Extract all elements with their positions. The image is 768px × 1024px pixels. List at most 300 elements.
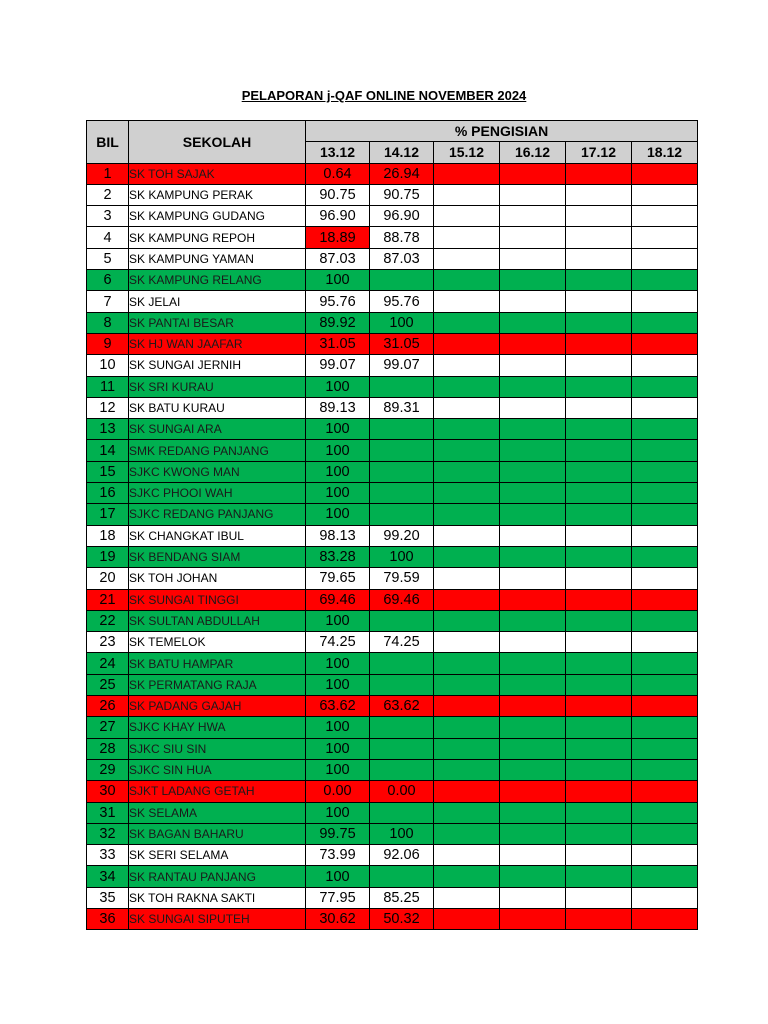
row-bil: 22 (87, 610, 129, 631)
row-bil: 19 (87, 546, 129, 567)
table-row (87, 419, 698, 440)
row-value-18-12 (632, 696, 698, 717)
row-value-17-12 (566, 376, 632, 397)
table-row (87, 696, 698, 717)
row-value-18-12 (632, 866, 698, 887)
table-row (87, 781, 698, 802)
row-value-15-12 (434, 206, 500, 227)
row-value-14-12 (370, 866, 434, 887)
row-school-name: SK SULTAN ABDULLAH (129, 610, 306, 631)
row-value-14-12 (370, 802, 434, 823)
row-value-14-12: 50.32 (370, 908, 434, 929)
row-value-14-12 (370, 440, 434, 461)
row-value-17-12 (566, 738, 632, 759)
row-value-18-12 (632, 227, 698, 248)
row-value-17-12 (566, 184, 632, 205)
row-value-13-12: 100 (306, 461, 370, 482)
row-value-17-12 (566, 248, 632, 269)
header-date: 15.12 (434, 142, 500, 163)
row-value-16-12 (500, 206, 566, 227)
row-value-18-12 (632, 440, 698, 461)
row-bil: 30 (87, 781, 129, 802)
row-value-13-12: 90.75 (306, 184, 370, 205)
row-value-15-12 (434, 504, 500, 525)
row-value-14-12 (370, 376, 434, 397)
row-value-17-12 (566, 845, 632, 866)
row-value-16-12 (500, 717, 566, 738)
row-value-13-12: 100 (306, 504, 370, 525)
row-school-name: SK SUNGAI JERNIH (129, 355, 306, 376)
row-value-13-12: 83.28 (306, 546, 370, 567)
row-value-16-12 (500, 248, 566, 269)
row-school-name: SMK REDANG PANJANG (129, 440, 306, 461)
row-value-13-12: 79.65 (306, 568, 370, 589)
row-value-15-12 (434, 270, 500, 291)
row-value-14-12 (370, 483, 434, 504)
row-value-14-12: 90.75 (370, 184, 434, 205)
row-value-14-12: 79.59 (370, 568, 434, 589)
table-row (87, 163, 698, 184)
row-bil: 21 (87, 589, 129, 610)
row-value-17-12 (566, 802, 632, 823)
row-value-13-12: 96.90 (306, 206, 370, 227)
row-school-name: SK PADANG GAJAH (129, 696, 306, 717)
table-body (87, 163, 698, 930)
row-value-18-12 (632, 355, 698, 376)
row-school-name: SK TEMELOK (129, 632, 306, 653)
row-bil: 28 (87, 738, 129, 759)
table-row (87, 248, 698, 269)
row-school-name: SJKC REDANG PANJANG (129, 504, 306, 525)
row-value-13-12: 100 (306, 866, 370, 887)
report-table (86, 120, 698, 930)
row-value-17-12 (566, 397, 632, 418)
row-school-name: SK BATU KURAU (129, 397, 306, 418)
row-value-13-12: 18.89 (306, 227, 370, 248)
row-value-14-12: 87.03 (370, 248, 434, 269)
row-value-13-12: 0.64 (306, 163, 370, 184)
row-value-15-12 (434, 291, 500, 312)
row-value-14-12 (370, 759, 434, 780)
row-value-18-12 (632, 291, 698, 312)
header-sekolah: SEKOLAH (129, 121, 306, 164)
row-value-18-12 (632, 781, 698, 802)
row-value-13-12: 100 (306, 759, 370, 780)
row-value-14-12: 95.76 (370, 291, 434, 312)
row-value-15-12 (434, 781, 500, 802)
row-value-15-12 (434, 163, 500, 184)
row-value-14-12: 63.62 (370, 696, 434, 717)
row-value-13-12: 74.25 (306, 632, 370, 653)
row-value-18-12 (632, 568, 698, 589)
row-value-15-12 (434, 632, 500, 653)
row-value-17-12 (566, 632, 632, 653)
row-bil: 9 (87, 333, 129, 354)
row-value-13-12: 89.92 (306, 312, 370, 333)
row-value-16-12 (500, 440, 566, 461)
row-value-14-12: 88.78 (370, 227, 434, 248)
row-school-name: SK PERMATANG RAJA (129, 674, 306, 695)
row-value-15-12 (434, 674, 500, 695)
row-bil: 23 (87, 632, 129, 653)
row-value-18-12 (632, 248, 698, 269)
row-value-15-12 (434, 248, 500, 269)
table-row (87, 759, 698, 780)
row-school-name: SK SUNGAI ARA (129, 419, 306, 440)
row-value-15-12 (434, 525, 500, 546)
table-row (87, 397, 698, 418)
row-school-name: SK HJ WAN JAAFAR (129, 333, 306, 354)
row-school-name: SK SERI SELAMA (129, 845, 306, 866)
table-row (87, 440, 698, 461)
row-value-14-12: 31.05 (370, 333, 434, 354)
row-value-17-12 (566, 781, 632, 802)
row-bil: 6 (87, 270, 129, 291)
row-school-name: SK BATU HAMPAR (129, 653, 306, 674)
row-value-16-12 (500, 397, 566, 418)
row-value-14-12: 69.46 (370, 589, 434, 610)
row-value-18-12 (632, 184, 698, 205)
row-value-15-12 (434, 653, 500, 674)
row-value-14-12: 26.94 (370, 163, 434, 184)
row-value-14-12: 100 (370, 546, 434, 567)
table-row (87, 461, 698, 482)
row-value-14-12: 99.07 (370, 355, 434, 376)
row-school-name: SK KAMPUNG PERAK (129, 184, 306, 205)
row-value-16-12 (500, 632, 566, 653)
row-value-16-12 (500, 674, 566, 695)
row-value-15-12 (434, 908, 500, 929)
row-value-14-12: 89.31 (370, 397, 434, 418)
row-value-13-12: 99.07 (306, 355, 370, 376)
row-value-17-12 (566, 653, 632, 674)
row-value-14-12: 0.00 (370, 781, 434, 802)
table-row (87, 270, 698, 291)
table-row (87, 568, 698, 589)
row-value-14-12 (370, 674, 434, 695)
header-date: 17.12 (566, 142, 632, 163)
row-value-13-12: 100 (306, 653, 370, 674)
row-value-13-12: 100 (306, 376, 370, 397)
row-bil: 36 (87, 908, 129, 929)
row-value-14-12 (370, 653, 434, 674)
row-value-16-12 (500, 908, 566, 929)
row-value-17-12 (566, 717, 632, 738)
table-row (87, 525, 698, 546)
row-value-16-12 (500, 568, 566, 589)
row-value-15-12 (434, 866, 500, 887)
row-value-13-12: 99.75 (306, 823, 370, 844)
row-value-17-12 (566, 333, 632, 354)
row-value-17-12 (566, 312, 632, 333)
row-value-16-12 (500, 270, 566, 291)
row-value-13-12: 31.05 (306, 333, 370, 354)
row-value-14-12: 92.06 (370, 845, 434, 866)
row-value-18-12 (632, 823, 698, 844)
row-value-14-12: 85.25 (370, 887, 434, 908)
row-bil: 8 (87, 312, 129, 333)
table-row (87, 674, 698, 695)
row-value-15-12 (434, 610, 500, 631)
row-value-17-12 (566, 759, 632, 780)
row-value-15-12 (434, 440, 500, 461)
row-value-16-12 (500, 589, 566, 610)
row-value-13-12: 63.62 (306, 696, 370, 717)
header-date: 14.12 (370, 142, 434, 163)
row-value-15-12 (434, 419, 500, 440)
row-value-17-12 (566, 291, 632, 312)
row-value-16-12 (500, 845, 566, 866)
row-value-17-12 (566, 206, 632, 227)
row-school-name: SJKC KHAY HWA (129, 717, 306, 738)
row-value-15-12 (434, 759, 500, 780)
row-value-14-12 (370, 610, 434, 631)
table-row (87, 802, 698, 823)
row-value-18-12 (632, 163, 698, 184)
row-value-17-12 (566, 504, 632, 525)
row-value-13-12: 73.99 (306, 845, 370, 866)
row-value-15-12 (434, 845, 500, 866)
row-value-13-12: 100 (306, 717, 370, 738)
row-value-13-12: 100 (306, 440, 370, 461)
row-value-15-12 (434, 397, 500, 418)
row-value-18-12 (632, 610, 698, 631)
row-value-18-12 (632, 376, 698, 397)
row-value-16-12 (500, 333, 566, 354)
table-row (87, 653, 698, 674)
row-value-17-12 (566, 546, 632, 567)
row-value-13-12: 30.62 (306, 908, 370, 929)
row-value-18-12 (632, 270, 698, 291)
table-row (87, 738, 698, 759)
row-school-name: SJKC SIU SIN (129, 738, 306, 759)
table-row (87, 291, 698, 312)
row-value-18-12 (632, 206, 698, 227)
row-value-18-12 (632, 333, 698, 354)
row-value-17-12 (566, 674, 632, 695)
row-value-15-12 (434, 738, 500, 759)
row-value-16-12 (500, 376, 566, 397)
row-school-name: SK SRI KURAU (129, 376, 306, 397)
table-row (87, 845, 698, 866)
row-value-13-12: 100 (306, 802, 370, 823)
row-value-17-12 (566, 270, 632, 291)
row-value-18-12 (632, 759, 698, 780)
table-row (87, 504, 698, 525)
row-value-15-12 (434, 887, 500, 908)
row-value-13-12: 100 (306, 610, 370, 631)
row-value-15-12 (434, 376, 500, 397)
row-school-name: SK TOH SAJAK (129, 163, 306, 184)
row-bil: 33 (87, 845, 129, 866)
row-school-name: SJKT LADANG GETAH (129, 781, 306, 802)
row-value-18-12 (632, 887, 698, 908)
row-school-name: SK BAGAN BAHARU (129, 823, 306, 844)
row-value-18-12 (632, 632, 698, 653)
table-row (87, 355, 698, 376)
row-value-15-12 (434, 717, 500, 738)
row-bil: 31 (87, 802, 129, 823)
row-value-18-12 (632, 525, 698, 546)
table-row (87, 227, 698, 248)
row-value-17-12 (566, 525, 632, 546)
header-row-1 (87, 121, 698, 142)
row-school-name: SK SELAMA (129, 802, 306, 823)
table-row (87, 546, 698, 567)
row-value-16-12 (500, 291, 566, 312)
row-bil: 15 (87, 461, 129, 482)
row-value-15-12 (434, 355, 500, 376)
row-value-17-12 (566, 355, 632, 376)
row-bil: 24 (87, 653, 129, 674)
row-value-17-12 (566, 866, 632, 887)
row-value-14-12: 100 (370, 312, 434, 333)
row-value-15-12 (434, 802, 500, 823)
row-bil: 25 (87, 674, 129, 695)
table-row (87, 312, 698, 333)
row-value-15-12 (434, 568, 500, 589)
row-value-16-12 (500, 163, 566, 184)
row-value-13-12: 87.03 (306, 248, 370, 269)
row-value-16-12 (500, 483, 566, 504)
row-value-15-12 (434, 483, 500, 504)
row-value-16-12 (500, 504, 566, 525)
row-value-16-12 (500, 759, 566, 780)
row-value-18-12 (632, 717, 698, 738)
row-value-13-12: 95.76 (306, 291, 370, 312)
row-value-18-12 (632, 546, 698, 567)
table-row (87, 908, 698, 929)
row-value-16-12 (500, 653, 566, 674)
row-school-name: SK JELAI (129, 291, 306, 312)
row-value-14-12 (370, 717, 434, 738)
row-value-18-12 (632, 738, 698, 759)
row-bil: 35 (87, 887, 129, 908)
row-value-15-12 (434, 184, 500, 205)
row-value-14-12 (370, 419, 434, 440)
row-value-17-12 (566, 696, 632, 717)
row-value-17-12 (566, 908, 632, 929)
row-value-18-12 (632, 397, 698, 418)
row-value-17-12 (566, 163, 632, 184)
table-row (87, 333, 698, 354)
row-value-18-12 (632, 461, 698, 482)
row-value-13-12: 77.95 (306, 887, 370, 908)
row-value-13-12: 100 (306, 483, 370, 504)
row-school-name: SK KAMPUNG GUDANG (129, 206, 306, 227)
row-value-17-12 (566, 610, 632, 631)
row-value-18-12 (632, 504, 698, 525)
row-school-name: SK TOH RAKNA SAKTI (129, 887, 306, 908)
row-school-name: SK TOH JOHAN (129, 568, 306, 589)
row-value-18-12 (632, 312, 698, 333)
header-pengisian: % PENGISIAN (306, 121, 698, 142)
row-school-name: SK RANTAU PANJANG (129, 866, 306, 887)
row-school-name: SJKC PHOOI WAH (129, 483, 306, 504)
row-bil: 13 (87, 419, 129, 440)
row-value-15-12 (434, 589, 500, 610)
row-value-13-12: 98.13 (306, 525, 370, 546)
row-value-18-12 (632, 419, 698, 440)
row-value-16-12 (500, 610, 566, 631)
row-value-14-12 (370, 738, 434, 759)
table-row (87, 184, 698, 205)
table-row (87, 823, 698, 844)
row-bil: 1 (87, 163, 129, 184)
row-school-name: SJKC SIN HUA (129, 759, 306, 780)
row-bil: 26 (87, 696, 129, 717)
table-row (87, 717, 698, 738)
header-date: 16.12 (500, 142, 566, 163)
row-value-16-12 (500, 419, 566, 440)
row-value-16-12 (500, 525, 566, 546)
row-school-name: SK SUNGAI SIPUTEH (129, 908, 306, 929)
row-value-18-12 (632, 674, 698, 695)
table-row (87, 483, 698, 504)
row-bil: 10 (87, 355, 129, 376)
row-value-16-12 (500, 546, 566, 567)
row-bil: 20 (87, 568, 129, 589)
row-value-18-12 (632, 589, 698, 610)
row-bil: 3 (87, 206, 129, 227)
table-row (87, 610, 698, 631)
table-row (87, 376, 698, 397)
row-bil: 11 (87, 376, 129, 397)
row-school-name: SK KAMPUNG YAMAN (129, 248, 306, 269)
row-value-17-12 (566, 227, 632, 248)
row-value-16-12 (500, 312, 566, 333)
header-date: 13.12 (306, 142, 370, 163)
row-value-13-12: 100 (306, 270, 370, 291)
row-value-14-12 (370, 504, 434, 525)
row-school-name: SK KAMPUNG RELANG (129, 270, 306, 291)
row-value-16-12 (500, 461, 566, 482)
row-value-16-12 (500, 696, 566, 717)
row-value-15-12 (434, 823, 500, 844)
row-value-15-12 (434, 227, 500, 248)
row-value-14-12: 100 (370, 823, 434, 844)
row-value-16-12 (500, 823, 566, 844)
row-bil: 32 (87, 823, 129, 844)
row-value-17-12 (566, 568, 632, 589)
row-value-13-12: 89.13 (306, 397, 370, 418)
row-bil: 2 (87, 184, 129, 205)
row-value-14-12: 96.90 (370, 206, 434, 227)
row-bil: 12 (87, 397, 129, 418)
row-value-13-12: 0.00 (306, 781, 370, 802)
row-value-18-12 (632, 483, 698, 504)
row-value-16-12 (500, 866, 566, 887)
row-value-16-12 (500, 738, 566, 759)
row-value-18-12 (632, 908, 698, 929)
table-row (87, 887, 698, 908)
row-school-name: SK PANTAI BESAR (129, 312, 306, 333)
row-value-18-12 (632, 802, 698, 823)
row-value-13-12: 100 (306, 674, 370, 695)
row-value-17-12 (566, 887, 632, 908)
row-value-18-12 (632, 845, 698, 866)
row-school-name: SK CHANGKAT IBUL (129, 525, 306, 546)
row-school-name: SK SUNGAI TINGGI (129, 589, 306, 610)
row-school-name: SK KAMPUNG REPOH (129, 227, 306, 248)
report-title: PELAPORAN j-QAF ONLINE NOVEMBER 2024 (241, 88, 527, 103)
row-value-16-12 (500, 184, 566, 205)
row-bil: 17 (87, 504, 129, 525)
row-value-16-12 (500, 227, 566, 248)
row-value-16-12 (500, 355, 566, 376)
row-value-14-12 (370, 461, 434, 482)
row-value-14-12: 99.20 (370, 525, 434, 546)
